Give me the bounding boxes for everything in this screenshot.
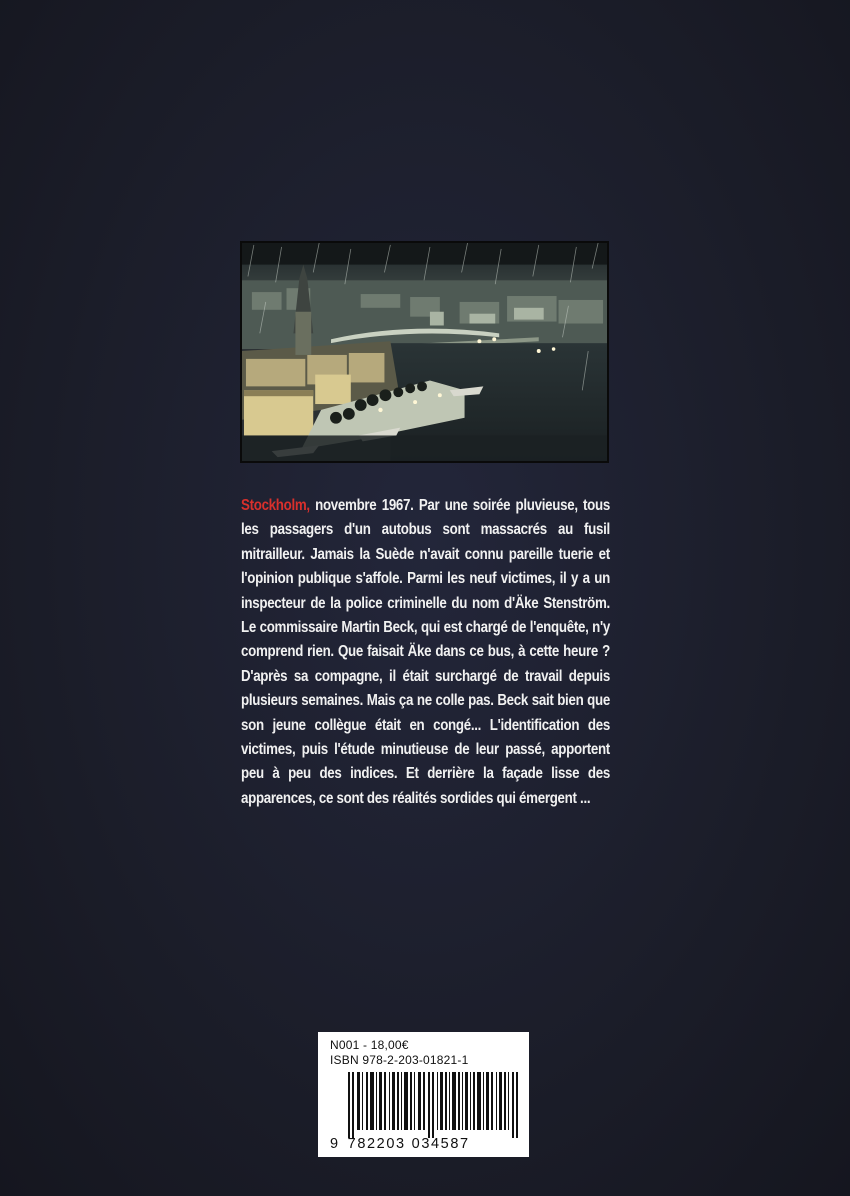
price-code: N001 - 18,00€ [330, 1038, 409, 1052]
synopsis-body: novembre 1967. Par une soirée pluvieuse, tous les passagers d'un autobus sont massacrés au fusil mitrailleur. Jamais la Suède n'avait connu pareille tuerie et l'opinion publique s'affole. Parmi les neuf victimes, il y a un inspecteur de la police criminelle du nom d'Äke Stenström. Le commissaire Martin Beck, qui est chargé de l'enquête, n'y comprend rien. Que faisait Äke dans ce bus, à cette heure ? D'après sa compagne, il était surchargé de travail depuis plusieurs semaines. Mais ça ne colle pas. Beck sait bien que son jeune collègue était en congé... L'identification des victimes, puis l'étude minutieuse de leur passé, apportent peu à peu des indices. Et derrière la façade lisse des apparences, ce sont des réalités sordides qui émergent ... [241, 497, 610, 807]
stockholm-night-scene [242, 243, 607, 461]
isbn-text: ISBN 978-2-203-01821-1 [330, 1053, 469, 1067]
barcode-label [318, 1032, 529, 1157]
barcode-digits-group1: 782203 [347, 1136, 406, 1152]
barcode-bars [348, 1072, 520, 1138]
synopsis-text [241, 494, 610, 811]
cover-illustration [240, 241, 609, 463]
synopsis-highlight: Stockholm, [241, 497, 310, 514]
barcode-digit-lead: 9 [330, 1136, 340, 1152]
barcode-digits-group2: 034587 [411, 1136, 470, 1152]
barcode-digits [330, 1136, 520, 1152]
